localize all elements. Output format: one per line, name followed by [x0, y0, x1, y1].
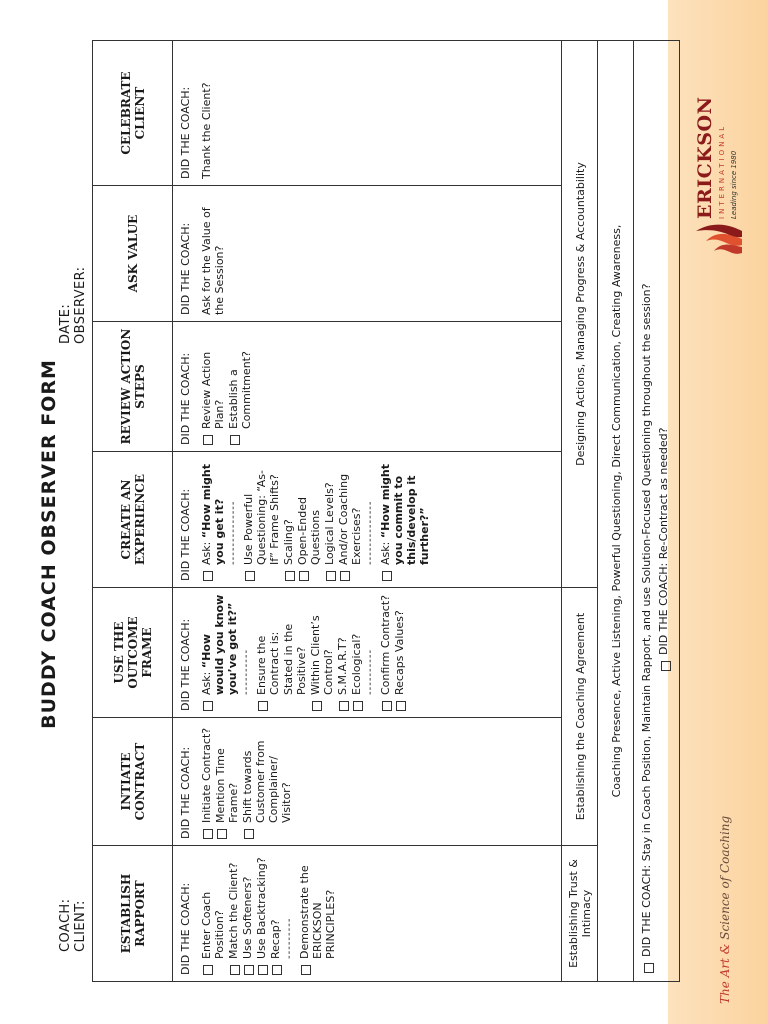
check-item[interactable]: Shift towards Customer from Complainer/ Visitor?	[241, 724, 293, 839]
observer-label: OBSERVER:	[73, 266, 88, 344]
did-the-coach-label: DID THE COACH:	[179, 746, 192, 839]
check-item[interactable]: Logical Levels?	[323, 458, 336, 581]
checkbox-icon[interactable]	[396, 701, 406, 711]
check-item[interactable]: Initiate Contract?	[200, 724, 213, 839]
check-item[interactable]: S.M.A.R.T?	[336, 594, 349, 711]
checkbox-icon[interactable]	[272, 965, 282, 975]
column-outcome-frame	[93, 587, 561, 717]
checkbox-icon[interactable]	[644, 963, 654, 973]
did-the-coach-label: DID THE COACH:	[179, 352, 192, 445]
did-the-coach-label: DID THE COACH:	[179, 618, 192, 711]
check-item[interactable]: Open-Ended Questions	[296, 458, 322, 581]
competency-agreement: Establishing the Coaching Agreement	[562, 587, 598, 845]
footer-questions	[633, 41, 680, 981]
checkbox-icon[interactable]	[245, 571, 255, 581]
checkbox-icon[interactable]	[203, 965, 213, 975]
checkbox-icon[interactable]	[382, 571, 392, 581]
checkbox-icon[interactable]	[258, 965, 268, 975]
checkbox-icon[interactable]	[203, 829, 213, 839]
checkbox-icon[interactable]	[217, 829, 227, 839]
separator-dashes: ----------	[241, 648, 252, 695]
observer-table	[92, 40, 680, 982]
checkbox-icon[interactable]	[285, 571, 295, 581]
column-header: INTIATE CONTRACT	[93, 718, 173, 845]
core-competencies-row: Coaching Presence, Active Listening, Powerful Questioning, Direct Communication, Creating Awareness,	[597, 41, 634, 981]
check-item[interactable]: Mention Time Frame?	[214, 724, 240, 839]
competency-trust: Establishing Trust & Intimacy	[562, 845, 598, 981]
checkbox-icon[interactable]	[382, 701, 392, 711]
separator-dashes: --------------	[228, 500, 239, 565]
column-review-action-steps	[93, 321, 561, 451]
check-item[interactable]: Demonstrate the ERICKSON PRINCIPLES?	[298, 852, 337, 975]
checkbox-icon[interactable]	[661, 661, 671, 671]
column-body	[173, 186, 232, 321]
competency-row	[561, 41, 598, 981]
check-item[interactable]: Ensure the Contract is:	[255, 594, 281, 711]
check-item[interactable]: Match the Client?	[227, 852, 240, 975]
checkbox-icon[interactable]	[244, 965, 254, 975]
did-the-coach-label: DID THE COACH:	[179, 222, 192, 315]
column-body	[173, 846, 344, 981]
check-item-text: Stated in the Positive?	[282, 623, 308, 695]
column-header: USE THE OUTCOME FRAME	[93, 588, 173, 717]
check-item[interactable]: Ask: “How might you get it?	[200, 458, 226, 581]
checkbox-icon[interactable]	[203, 701, 213, 711]
check-item[interactable]: Ask: “How would you know you’ve got it?”	[200, 594, 239, 711]
coach-label: COACH:	[58, 898, 73, 952]
date-label: DATE:	[58, 303, 73, 344]
check-item[interactable]: Ecological?	[350, 594, 363, 711]
checkbox-icon[interactable]	[230, 965, 240, 975]
column-ask-value	[93, 185, 561, 321]
check-item[interactable]: Recaps Values?	[393, 594, 406, 711]
check-item[interactable]: Use Powerful Questioning: “As-If” Frame Shifts?	[242, 458, 281, 581]
check-item[interactable]: Establish a Commitment?	[227, 328, 253, 445]
column-header: REVIEW ACTION STEPS	[93, 322, 173, 451]
did-the-coach-label: DID THE COACH:	[179, 882, 192, 975]
column-body	[173, 452, 438, 587]
check-item[interactable]: Recap?	[269, 852, 282, 975]
column-celebrate-client	[93, 41, 561, 185]
checkbox-icon[interactable]	[301, 965, 311, 975]
erickson-logo	[690, 59, 760, 259]
checkbox-icon[interactable]	[244, 829, 254, 839]
logo-since: Leading since 1980	[730, 150, 738, 219]
column-header: CELEBRATE CLIENT	[93, 41, 173, 185]
footer-item-coach-position[interactable]: DID THE COACH: Stay in Coach Position, Maintain Rapport, and use Solution-Focused Questioning throughout the session?	[640, 284, 654, 973]
column-body	[173, 588, 413, 717]
column-body	[173, 718, 300, 845]
client-label: CLIENT:	[73, 900, 88, 952]
coach-client-labels	[58, 899, 88, 952]
logo-subtitle: INTERNATIONAL	[718, 123, 726, 219]
check-item[interactable]: Ask: “How might you commit to this/develop it further?”	[379, 458, 431, 581]
footer-item-recontract[interactable]: DID THE COACH: Re-Contract as needed?	[657, 428, 671, 672]
check-item[interactable]: Confirm Contract?	[379, 594, 392, 711]
checkbox-icon[interactable]	[230, 435, 240, 445]
checkbox-icon[interactable]	[339, 701, 349, 711]
column-header: CREATE AN EXPERIENCE	[93, 452, 173, 587]
column-header: ASK VALUE	[93, 186, 173, 321]
flame-icon	[692, 221, 744, 259]
brand-tagline: The Art & Science of Coaching	[718, 815, 732, 1004]
logo-name: ERICKSON	[694, 96, 716, 219]
form-title: BUDDY COACH OBSERVER FORM	[38, 359, 60, 729]
phase-columns	[93, 41, 561, 981]
separator-dashes: ---------	[284, 917, 295, 959]
check-item[interactable]: Review Action Plan?	[200, 328, 226, 445]
checkbox-icon[interactable]	[258, 701, 268, 711]
checkbox-icon[interactable]	[203, 571, 213, 581]
check-item[interactable]: Use Backtracking?	[255, 852, 268, 975]
column-initiate-contract	[93, 717, 561, 845]
check-item[interactable]: Use Softeners?	[241, 852, 254, 975]
did-the-coach-label: DID THE COACH:	[179, 86, 192, 179]
date-observer-labels	[58, 267, 88, 344]
check-item[interactable]: Within Client’s Control?	[309, 594, 335, 711]
checkbox-icon[interactable]	[340, 571, 350, 581]
column-create-experience	[93, 451, 561, 587]
competency-actions: Designing Actions, Managing Progress & Accountability	[573, 162, 587, 466]
column-header: ESTABLISH RAPPORT	[93, 846, 173, 981]
prompt-text: Thank the Client?	[200, 82, 213, 179]
column-establish-rapport	[93, 845, 561, 981]
check-item[interactable]: Scaling?	[282, 458, 295, 581]
checkbox-icon[interactable]	[326, 571, 336, 581]
checkbox-icon[interactable]	[353, 701, 363, 711]
column-body	[173, 41, 219, 185]
prompt-text: Ask for the Value of the Session?	[200, 207, 226, 315]
did-the-coach-label: DID THE COACH:	[179, 488, 192, 581]
separator-dashes: ----------	[365, 648, 376, 695]
column-body	[173, 322, 260, 451]
check-item[interactable]: And/or Coaching Exercises?	[337, 458, 363, 581]
checkbox-icon[interactable]	[203, 435, 213, 445]
check-item[interactable]: Enter Coach Position?	[200, 852, 226, 975]
checkbox-icon[interactable]	[299, 571, 309, 581]
separator-dashes: --------------	[365, 500, 376, 565]
checkbox-icon[interactable]	[312, 701, 322, 711]
